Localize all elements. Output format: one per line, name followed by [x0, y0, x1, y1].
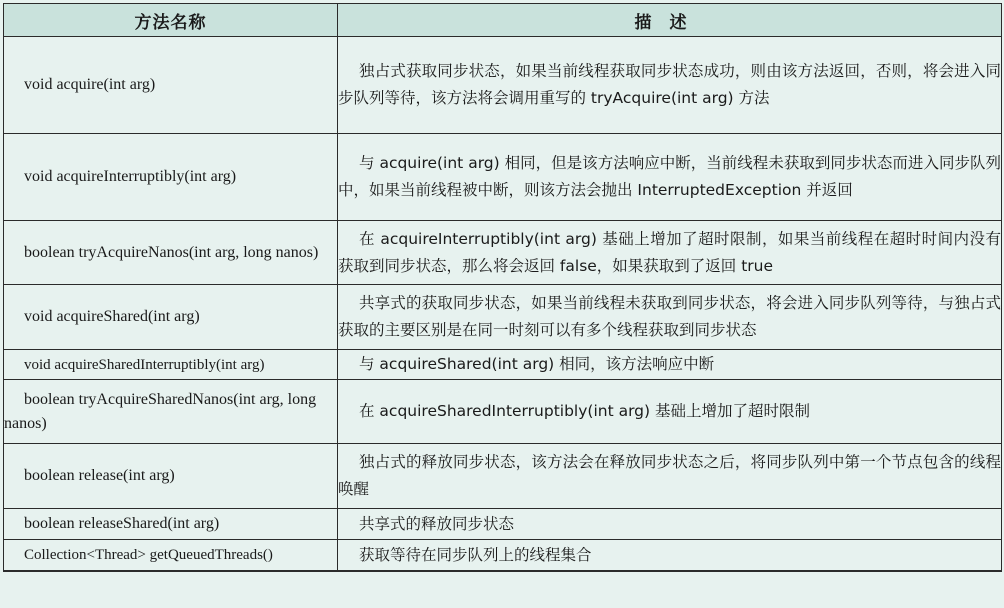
header-method-name: 方法名称 [4, 4, 338, 37]
table-row [4, 350, 1002, 380]
method-cell [4, 540, 338, 572]
method-description: 独占式的释放同步状态，该方法会在释放同步状态之后，将同步队列中第一个节点包含的线程唤醒 [338, 453, 1001, 498]
method-cell [4, 37, 338, 134]
description-cell [338, 509, 1002, 540]
method-name: void acquireShared(int arg) [24, 308, 200, 325]
method-name: boolean release(int arg) [24, 467, 175, 484]
method-description: 与 acquireShared(int arg) 相同，该方法响应中断 [359, 355, 715, 373]
method-name: void acquire(int arg) [24, 76, 156, 93]
table-row [4, 509, 1002, 540]
method-cell [4, 380, 338, 444]
table-row [4, 285, 1002, 350]
method-name: boolean tryAcquireNanos(int arg, long nanos) [24, 243, 319, 261]
description-cell [338, 221, 1002, 285]
method-description: 在 acquireSharedInterruptibly(int arg) 基础上增加了超时限制 [359, 402, 810, 420]
table-row [4, 380, 1002, 444]
method-cell [4, 285, 338, 350]
method-cell [4, 509, 338, 540]
table-row [4, 444, 1002, 509]
description-cell [338, 285, 1002, 350]
method-description: 与 acquire(int arg) 相同，但是该方法响应中断，当前线程未获取到同步状态而进入同步队列中，如果当前线程被中断，则该方法会抛出 InterruptedException 并返回 [338, 154, 1001, 199]
method-description: 共享式的获取同步状态，如果当前线程未获取到同步状态，将会进入同步队列等待，与独占式获取的主要区别是在同一时刻可以有多个线程获取到同步状态 [338, 294, 1001, 339]
method-name: void acquireInterruptibly(int arg) [24, 168, 237, 185]
table-row [4, 134, 1002, 221]
table-header [4, 4, 1002, 37]
method-description: 共享式的释放同步状态 [359, 514, 515, 533]
table-row [4, 221, 1002, 285]
method-name: boolean releaseShared(int arg) [24, 515, 220, 532]
method-cell [4, 350, 338, 380]
method-name: Collection<Thread> getQueuedThreads() [24, 547, 273, 563]
method-description: 在 acquireInterruptibly(int arg) 基础上增加了超时限制，如果当前线程在超时时间内没有获取到同步状态，那么将会返回 false，如果获取到了返回 true [338, 229, 1001, 275]
description-cell [338, 444, 1002, 509]
header-row [4, 4, 1002, 37]
description-cell [338, 380, 1002, 444]
method-cell [4, 444, 338, 509]
methods-table [3, 3, 1002, 572]
description-cell [338, 350, 1002, 380]
header-description: 描述 [338, 4, 1002, 37]
description-cell [338, 134, 1002, 221]
table-row [4, 37, 1002, 134]
method-description: 独占式获取同步状态，如果当前线程获取同步状态成功，则由该方法返回，否则，将会进入同步队列等待，该方法将会调用重写的 tryAcquire(int arg) 方法 [338, 62, 1001, 107]
description-cell [338, 37, 1002, 134]
method-description: 获取等待在同步队列上的线程集合 [359, 545, 592, 564]
description-cell [338, 540, 1002, 572]
table-row [4, 540, 1002, 572]
method-cell [4, 134, 338, 221]
method-name: boolean tryAcquireSharedNanos(int arg, long nanos) [4, 390, 317, 432]
method-name: void acquireSharedInterruptibly(int arg) [24, 356, 265, 373]
method-cell [4, 221, 338, 285]
